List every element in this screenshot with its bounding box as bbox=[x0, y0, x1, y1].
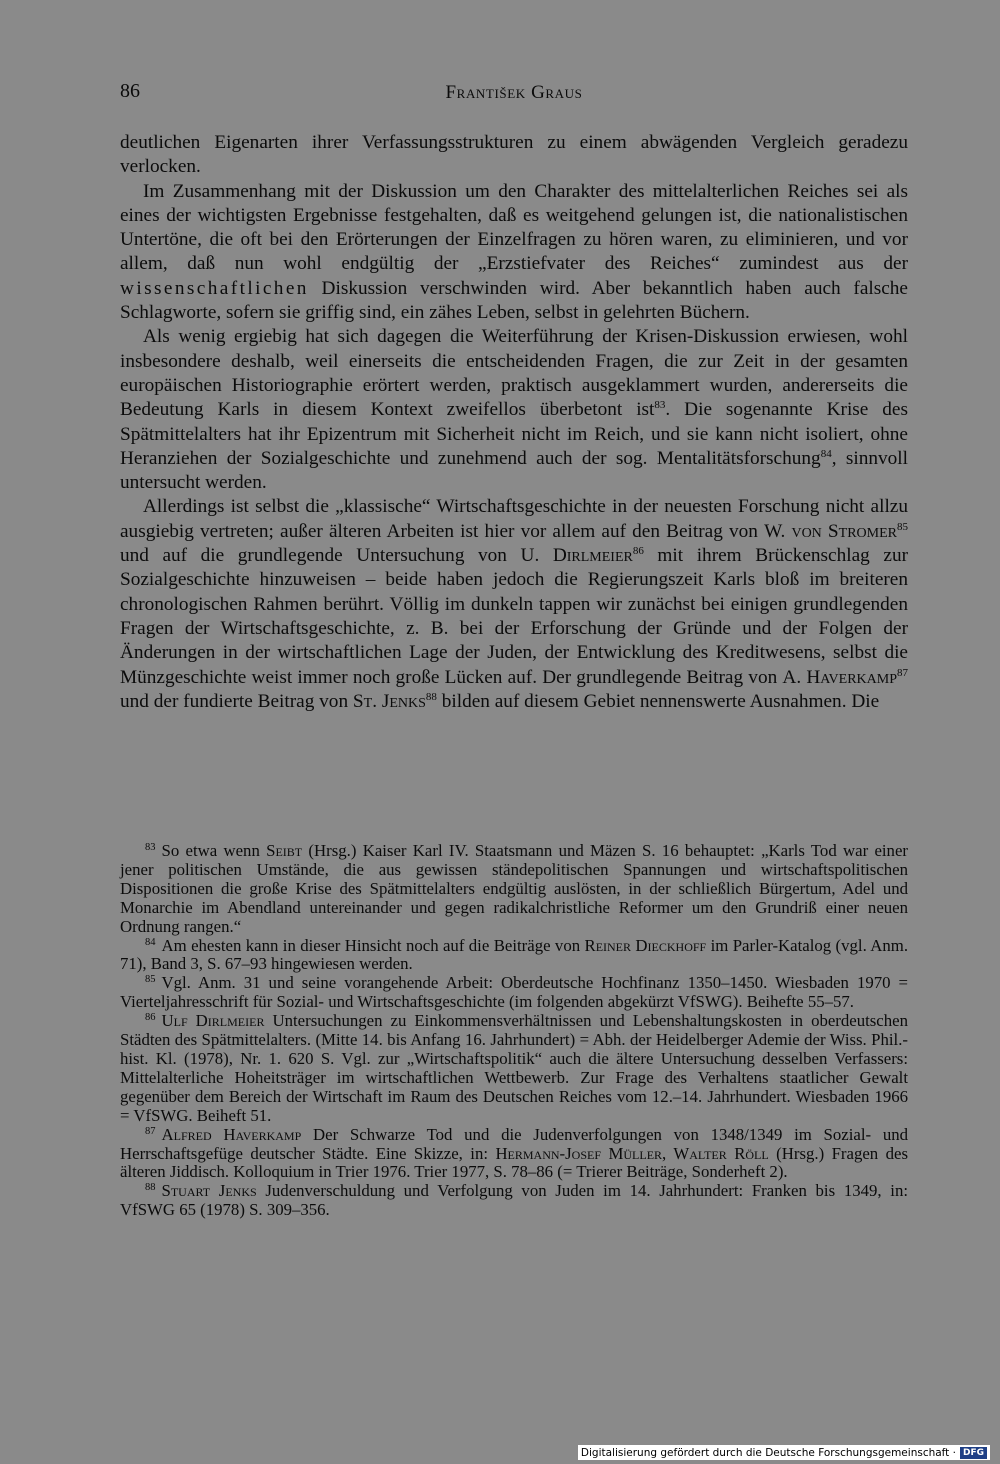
footnote-number: 83 bbox=[145, 842, 156, 853]
footnote-text: So etwa wenn bbox=[161, 841, 267, 860]
footnotes-section bbox=[120, 842, 908, 1220]
footnote-ref-83[interactable]: 83 bbox=[654, 399, 666, 412]
footnote-83 bbox=[120, 842, 908, 937]
paragraph-4-text-a: Allerdings ist selbst die „klassische“ Wirtschaftsgeschichte in der neuesten Forschung nicht allzu ausgiebig vertreten; außer älteren Arbeiten ist hier vor allem auf den Beitrag von bbox=[120, 496, 908, 542]
footnote-text: Vgl. Anm. 31 und seine vorangehende Arbeit: Oberdeutsche Hochfinanz 1350–1450. Wiesbaden 1970 = Vierteljahresschrift für Sozial- und Wirtschaftsgeschichte (im folgenden abgekürzt VfSWG). Beihefte 55–57. bbox=[120, 973, 908, 1012]
footnote-number: 87 bbox=[145, 1125, 156, 1137]
paragraph-3-text-b: . Die sogenannte Krise des Spätmittelalters hat ihr Epizentrum mit Sicherheit nicht im Reich, und sie kann nicht isoliert, ohne Heranziehen der Sozialgeschichte und zunehmend auch der sog. Mentalitätsforschung bbox=[120, 399, 908, 469]
paragraph-1-text: deutlichen Eigenarten ihrer Verfassungsstrukturen zu einem abwägenden Vergleich geradezu verlocken. bbox=[120, 132, 908, 178]
paragraph-4-text-e: bilden auf diesem Gebiet nennenswerte Ausnahmen. Die bbox=[436, 690, 880, 712]
footnote-text: Am ehesten kann in dieser Hinsicht noch auf die Beiträge von bbox=[161, 935, 585, 955]
paragraph-3 bbox=[120, 325, 908, 495]
author-name: A. Haverkamp bbox=[782, 666, 898, 688]
paragraph-4-text-b: und auf die grundlegende Untersuchung von bbox=[120, 545, 521, 567]
footnote-number: 88 bbox=[145, 1182, 156, 1194]
page-number: 86 bbox=[120, 80, 140, 102]
footnote-author: Seibt bbox=[266, 841, 303, 860]
author-name: St. Jenks bbox=[352, 690, 426, 712]
footnote-87 bbox=[120, 1126, 908, 1183]
footnote-number: 86 bbox=[145, 1012, 156, 1024]
paragraph-2-text-b: Diskussion verschwinden wird. Aber bekanntlich haben auch falsche Schlagworte, sofern sie griffig sind, ein zähes Leben, selbst in gelehrten Büchern. bbox=[120, 277, 908, 324]
main-text bbox=[120, 131, 908, 714]
footnote-ref-86[interactable]: 86 bbox=[632, 545, 644, 558]
footnote-number: 85 bbox=[145, 974, 156, 986]
funding-note: Digitalisierung gefördert durch die Deutsche Forschungsgemeinschaft · bbox=[580, 1446, 956, 1459]
paragraph-4 bbox=[120, 495, 908, 714]
footnote-88 bbox=[120, 1182, 908, 1220]
footnote-86 bbox=[120, 1012, 908, 1125]
paragraph-2 bbox=[120, 180, 908, 326]
paragraph-3-text-c: , sinnvoll untersucht werden. bbox=[120, 447, 908, 494]
footnote-text: im Parler-Katalog (vgl. Anm. 71), Band 3, S. 67–93 hingewiesen werden. bbox=[120, 935, 909, 974]
funding-footer bbox=[578, 1445, 990, 1460]
paragraph-1 bbox=[120, 131, 908, 180]
page-header bbox=[120, 80, 908, 110]
dfg-logo: DFG bbox=[960, 1447, 987, 1459]
footnote-author: Ulf Dirlmeier bbox=[161, 1011, 265, 1031]
footnote-text: Der Schwarze Tod und die Judenverfolgungen von 1348/1349 im Sozial- und Herrschaftsgefüge deutscher Städte. Eine Skizze, in: bbox=[120, 1124, 908, 1163]
footnote-number: 84 bbox=[145, 936, 156, 948]
footnote-author: Reiner Dieckhoff bbox=[584, 935, 707, 955]
paragraph-4-text-c: mit ihrem Brückenschlag zur Sozialgeschichte hinzuweisen – beide haben jedoch die Regierungszeit Karls bloß im breiteren chronologischen Rahmen berührt. Völlig im dunkeln tappen wir zunächst bei einigen grundlegenden Fragen der Wirtschaftsgeschichte, z. B. bei der Erforschung der Gründe und der Folgen der Änderungen in der wirtschaftlichen Lage der Juden, der Entwicklung des Kreditwesens, selbst die Münzgeschichte weist immer noch große Lücken auf. Der grundlegende Beitrag von bbox=[120, 545, 908, 688]
footnote-text: Judenverschuldung und Verfolgung von Juden im 14. Jahrhundert: Franken bis 1349, in: VfSWG 65 (1978) S. 309–356. bbox=[120, 1181, 909, 1220]
author-name: W. von Stromer bbox=[764, 520, 897, 542]
footnote-text: (Hrsg.) Fragen des älteren Jiddisch. Kolloquium in Trier 1976. Trier 1977, S. 78–86 (= Trierer Beiträge, Sonderheft 2). bbox=[120, 1143, 908, 1182]
footnote-text: (Hrsg.) Kaiser Karl IV. Staatsmann und Mäzen S. 16 behauptet: „Karls Tod war einer jener politischen Umstände, die aus gewissen ständepolitischen Spannungen und wirtschaftspolitischen Dispositionen die große Krise des Spätmittelalters endgültig auslösten, in der schließlich Bürgertum, Adel und Monarchie im Abendland untereinander und gegen radikalchristliche Reformer um den Grundriß einer neuen Ordnung rangen.“ bbox=[120, 841, 908, 936]
footnote-85 bbox=[120, 974, 908, 1012]
running-head: František Graus bbox=[445, 82, 583, 103]
footnote-text: Untersuchungen zu Einkommensverhältnissen und Lebenshaltungskosten in oberdeutschen Städten des Spätmittelalters. (Mitte 14. bis Anfang 16. Jahrhundert) = Abh. der Heidelberger Ademie der Wiss. Phil.-hist. Kl. (1978), Nr. 1. 620 S. Vgl. zur „Wirtschaftspolitik“ auch die ältere Untersuchung desselben Verfassers: Mittelalterliche Hoheitsträger im wirtschaftlichen Wettbewerb. Zur Frage des Verhaltens staatlicher Gewalt gegenüber dem Bereich der Wirtschaft im Raum des Deutschen Reiches vom 12.–14. Jahrhundert. Wiesbaden 1966 = VfSWG. Beiheft 51. bbox=[120, 1011, 908, 1125]
footnote-ref-84[interactable]: 84 bbox=[820, 447, 832, 460]
footnote-author: Alfred Haverkamp bbox=[161, 1124, 302, 1144]
footnote-author: Hermann-Josef Müller, Walter Röll bbox=[495, 1143, 769, 1163]
footnote-author: Stuart Jenks bbox=[161, 1181, 257, 1201]
footnote-ref-87[interactable]: 87 bbox=[897, 666, 909, 679]
paragraph-2-text-a: Im Zusammenhang mit der Diskussion um den Charakter des mittelalterlichen Reiches sei als eines der wichtigsten Ergebnisse festgehalten, daß es weitgehend gelungen ist, die nationalistischen Untertöne, die oft bei den Erörterungen der Einzelfragen zu hören waren, zu eliminieren, und vor allem, daß nun wohl endgültig der „Erzstiefvater des Reiches“ zumindest aus der bbox=[120, 180, 908, 275]
footnote-84 bbox=[120, 937, 908, 975]
footnote-ref-88[interactable]: 88 bbox=[425, 690, 437, 703]
emphasis-spaced: wissenschaftlichen bbox=[120, 277, 309, 299]
author-name: U. Dirlmeier bbox=[520, 545, 633, 567]
footnote-ref-85[interactable]: 85 bbox=[897, 520, 908, 533]
paragraph-4-text-d: und der fundierte Beitrag von bbox=[120, 690, 353, 712]
paragraph-3-text-a: Als wenig ergiebig hat sich dagegen die Weiterführung der Krisen-Diskussion erwiesen, wohl insbesondere deshalb, weil einerseits die entscheidenden Fragen, die zur Zeit in der gesamten europäischen Historiographie erörtert werden, praktisch ausgeklammert wurden, andererseits die Bedeutung Karls in diesem Kontext zweifellos überbetont ist bbox=[120, 326, 908, 421]
